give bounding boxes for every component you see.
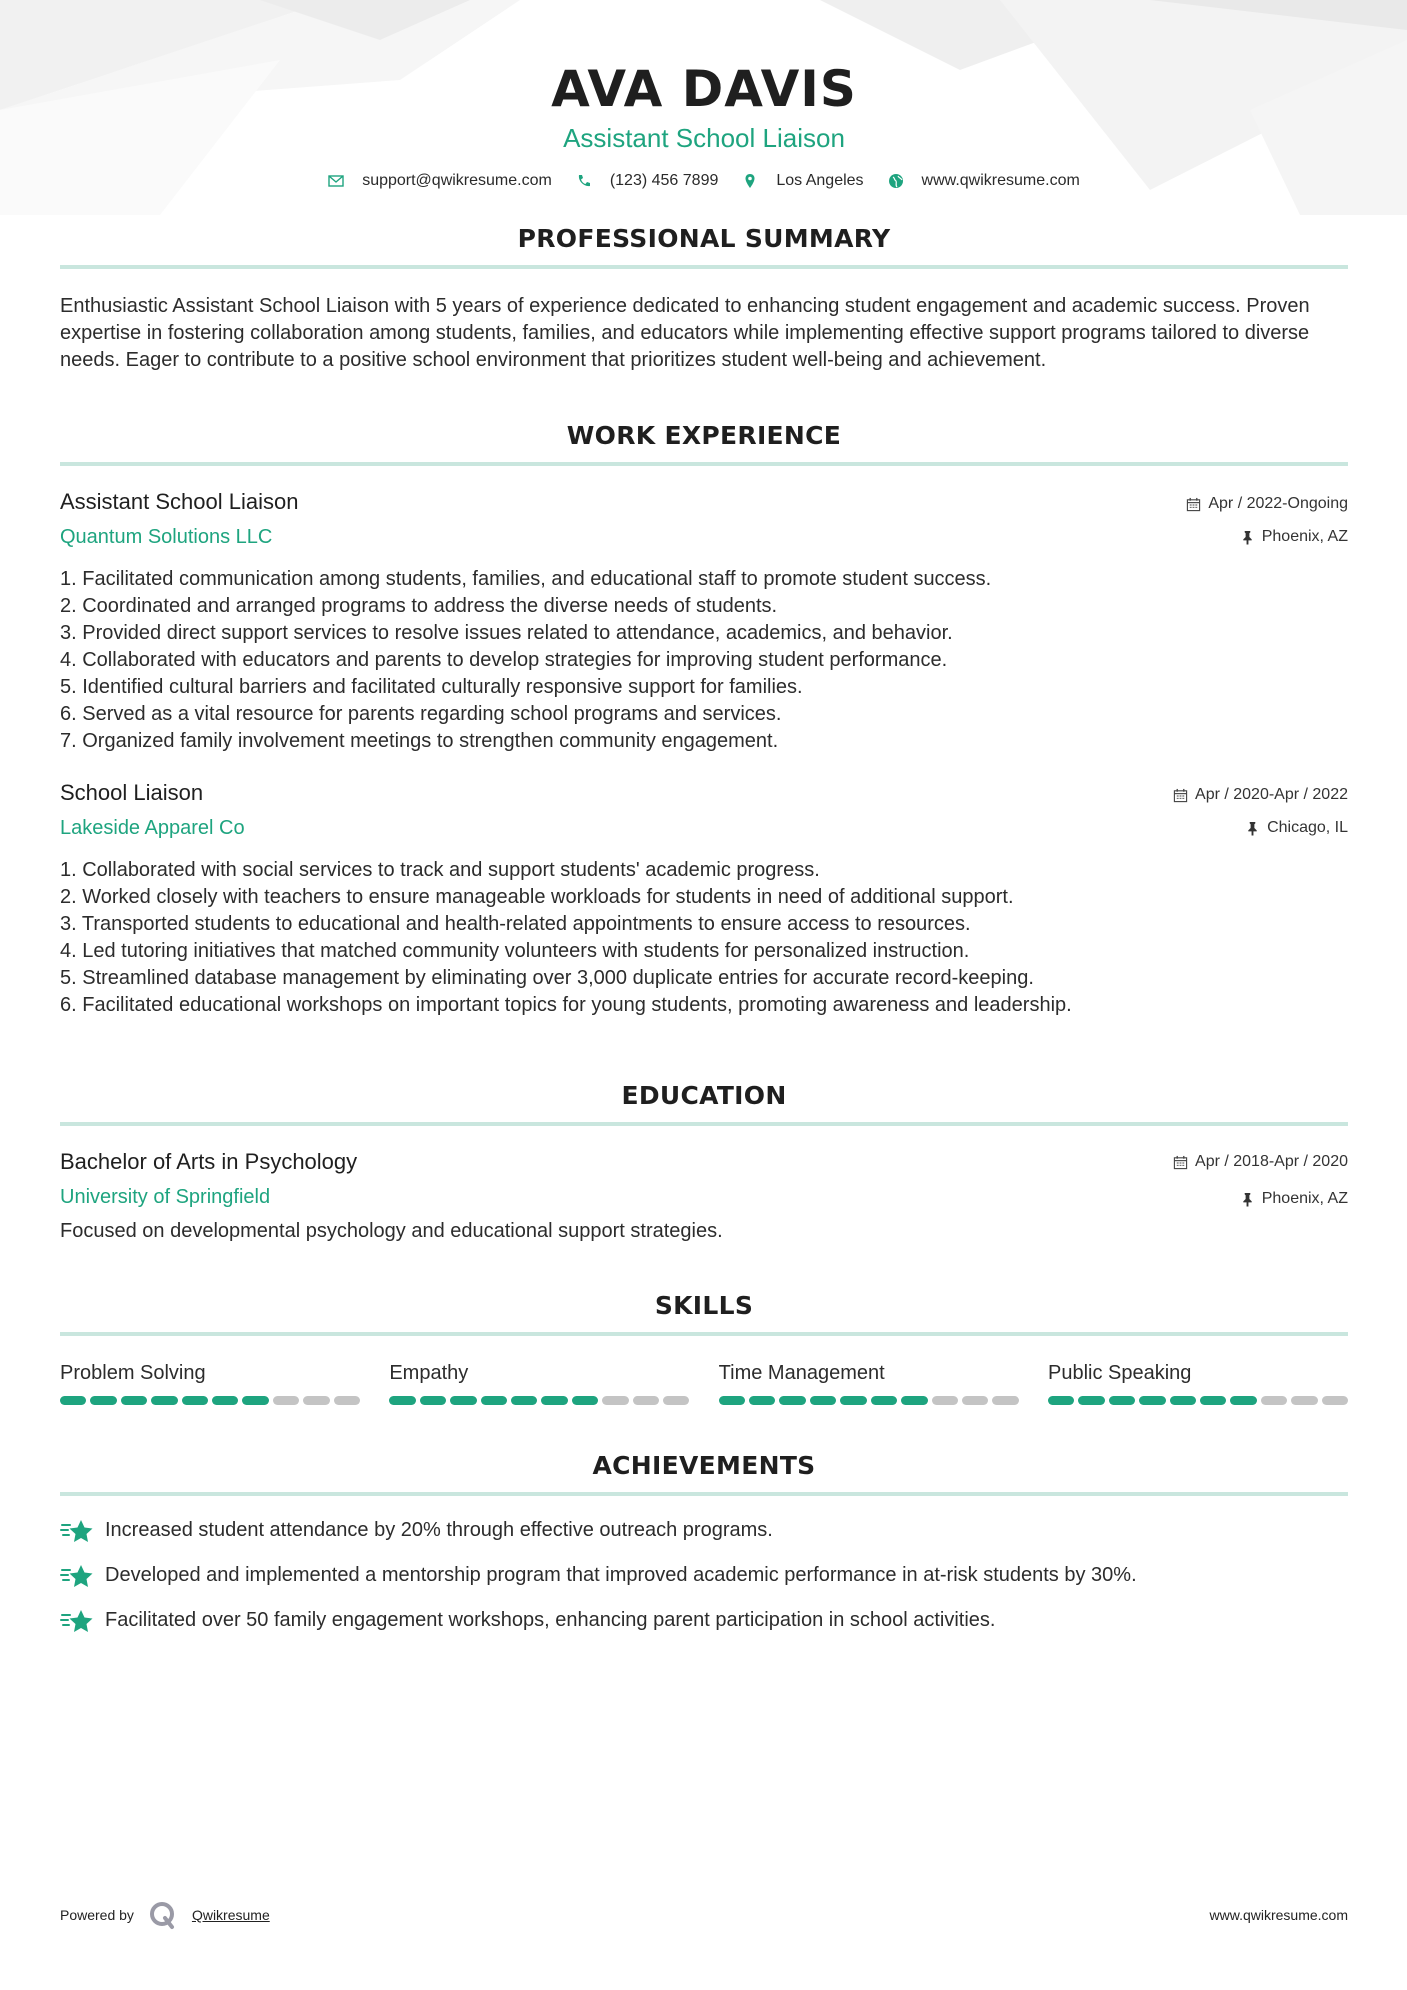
skill-segment-filled (1170, 1396, 1196, 1405)
job-entry (60, 488, 1348, 755)
skill-level-meter (719, 1396, 1019, 1405)
skill-segment-filled (1139, 1396, 1165, 1405)
skill-segment-empty (663, 1396, 689, 1405)
list-item: 1. Collaborated with social services to track and support students' academic progress. (60, 859, 820, 881)
skill-name: Problem Solving (60, 1362, 206, 1384)
contact-phone[interactable] (576, 172, 719, 190)
resume-page (60, 0, 1348, 1643)
qwikresume-link[interactable]: Qwikresume (191, 1907, 270, 1923)
skill-segment-empty (303, 1396, 329, 1405)
achievements-section (60, 1451, 1348, 1643)
calendar-icon (1173, 1155, 1188, 1170)
skill-level-meter (389, 1396, 689, 1405)
skill-segment-filled (450, 1396, 476, 1405)
achievement-text: Facilitated over 50 family engagement workshops, enhancing parent participation in school activities. (105, 1609, 996, 1631)
job-title: School Liaison (60, 780, 204, 805)
summary-text: Enthusiastic Assistant School Liaison with 5 years of experience dedicated to enhancing student engagement and academic success. Proven expertise in fostering collaboration among students, families, and educators while implementing effective support programs tailored to diverse needs. Eager to contribute to a positive school environment that prioritizes student well-being and achievement. (60, 295, 1310, 371)
skills-section (60, 1291, 1348, 1405)
skill-segment-filled (212, 1396, 238, 1405)
skill-item (1048, 1360, 1348, 1405)
resume-header (60, 0, 1348, 190)
contact-email-text: support@qwikresume.com (362, 172, 552, 189)
degree-title: Bachelor of Arts in Psychology (60, 1149, 358, 1174)
skill-item (60, 1360, 360, 1405)
star-icon (60, 1562, 94, 1590)
contact-phone-text: (123) 456 7899 (609, 172, 719, 189)
calendar-icon (1173, 788, 1188, 803)
education-location: Phoenix, AZ (1261, 1190, 1348, 1207)
summary-section (60, 224, 1348, 374)
skill-segment-empty (334, 1396, 360, 1405)
skill-segment-filled (779, 1396, 805, 1405)
skill-segment-filled (1200, 1396, 1226, 1405)
skill-segment-filled (1230, 1396, 1256, 1405)
achievement-item (60, 1508, 1348, 1553)
skill-segment-filled (840, 1396, 866, 1405)
list-item: 1. Facilitated communication among students, families, and educational staff to promote student success. (60, 568, 992, 590)
skill-segment-empty (962, 1396, 988, 1405)
skill-item (719, 1360, 1019, 1405)
contact-location (742, 172, 863, 190)
list-item: 3. Transported students to educational and health-related appointments to ensure access to resources. (60, 913, 971, 935)
list-item: 5. Identified cultural barriers and facilitated culturally responsive support for families. (60, 676, 803, 698)
achievement-text: Increased student attendance by 20% through effective outreach programs. (105, 1519, 773, 1541)
list-item: 3. Provided direct support services to resolve issues related to attendance, academics, and behavior. (60, 622, 953, 644)
job-meta (1186, 488, 1348, 547)
achievement-item (60, 1598, 1348, 1643)
section-divider (60, 265, 1348, 269)
list-item: 7. Organized family involvement meetings to strengthen community engagement. (60, 730, 779, 752)
skill-segment-empty (932, 1396, 958, 1405)
qwikresume-logo-icon (148, 1900, 178, 1930)
section-heading-education: EDUCATION (621, 1081, 787, 1110)
skill-segment-filled (810, 1396, 836, 1405)
education-meta (1173, 1148, 1348, 1209)
skill-segment-filled (60, 1396, 86, 1405)
list-item: 6. Facilitated educational workshops on important topics for young students, promoting awareness and leadership. (60, 994, 1072, 1016)
contact-location-text: Los Angeles (776, 172, 864, 189)
star-icon (60, 1607, 94, 1635)
section-heading-summary: PROFESSIONAL SUMMARY (517, 224, 891, 253)
skill-segment-empty (1291, 1396, 1317, 1405)
skill-segment-filled (420, 1396, 446, 1405)
skill-segment-filled (901, 1396, 927, 1405)
skill-segment-filled (541, 1396, 567, 1405)
skill-segment-filled (1109, 1396, 1135, 1405)
job-company: Lakeside Apparel Co (60, 817, 245, 839)
job-location: Chicago, IL (1267, 819, 1348, 836)
skill-segment-filled (1078, 1396, 1104, 1405)
skill-segment-empty (273, 1396, 299, 1405)
footer-website[interactable]: www.qwikresume.com (1209, 1907, 1348, 1923)
footer (60, 1900, 1348, 1930)
list-item: 4. Led tutoring initiatives that matched community volunteers with students for personalized instruction. (60, 940, 970, 962)
contact-website-text: www.qwikresume.com (921, 172, 1080, 189)
skill-segment-filled (511, 1396, 537, 1405)
skill-segment-filled (90, 1396, 116, 1405)
section-divider (60, 1122, 1348, 1126)
section-heading-experience: WORK EXPERIENCE (566, 421, 842, 450)
candidate-name: AVA DAVIS (551, 60, 857, 118)
skill-segment-empty (1261, 1396, 1287, 1405)
school-name: University of Springfield (60, 1186, 271, 1208)
calendar-icon (1186, 497, 1201, 512)
skill-segment-empty (602, 1396, 628, 1405)
skill-segment-filled (719, 1396, 745, 1405)
skill-segment-filled (481, 1396, 507, 1405)
job-title: Assistant School Liaison (60, 489, 299, 514)
job-responsibilities (60, 566, 1348, 755)
skill-segment-filled (151, 1396, 177, 1405)
powered-by-label: Powered by (60, 1907, 134, 1923)
contact-email[interactable] (328, 172, 552, 190)
education-dates: Apr / 2018-Apr / 2020 (1195, 1153, 1348, 1170)
education-description: Focused on developmental psychology and educational support strategies. (60, 1220, 723, 1242)
star-icon (60, 1517, 94, 1545)
skill-segment-filled (572, 1396, 598, 1405)
powered-by (60, 1900, 270, 1930)
map-pin-icon (742, 173, 758, 189)
pushpin-icon (1245, 821, 1260, 836)
list-item: 5. Streamlined database management by eliminating over 3,000 duplicate entries for accurate record-keeping. (60, 967, 1034, 989)
skill-name: Public Speaking (1047, 1362, 1192, 1384)
contact-website[interactable] (888, 172, 1080, 190)
skill-segment-empty (633, 1396, 659, 1405)
list-item: 2. Coordinated and arranged programs to address the diverse needs of students. (60, 595, 778, 617)
section-divider (60, 462, 1348, 466)
skill-item (389, 1360, 689, 1405)
list-item: 4. Collaborated with educators and parents to develop strategies for improving student performance. (60, 649, 948, 671)
list-item: 6. Served as a vital resource for parents regarding school programs and services. (60, 703, 782, 725)
job-dates: Apr / 2022-Ongoing (1208, 495, 1348, 512)
skill-name: Time Management (718, 1362, 885, 1384)
pushpin-icon (1240, 1192, 1255, 1207)
job-location: Phoenix, AZ (1261, 528, 1348, 545)
globe-icon (888, 173, 904, 189)
job-meta (1173, 779, 1348, 838)
skill-name: Empathy (389, 1362, 469, 1384)
job-company: Quantum Solutions LLC (60, 526, 273, 548)
skill-segment-filled (749, 1396, 775, 1405)
education-section (60, 1081, 1348, 1245)
skill-level-meter (60, 1396, 360, 1405)
section-heading-achievements: ACHIEVEMENTS (592, 1451, 816, 1480)
job-responsibilities (60, 857, 1348, 1019)
list-item: 2. Worked closely with teachers to ensure manageable workloads for students in need of additional support. (60, 886, 1014, 908)
achievement-item (60, 1553, 1348, 1598)
contact-bar (60, 172, 1348, 190)
achievement-text: Developed and implemented a mentorship program that improved academic performance in at-risk students by 30%. (105, 1564, 1137, 1586)
skill-segment-filled (121, 1396, 147, 1405)
skill-segment-empty (992, 1396, 1018, 1405)
skill-segment-filled (1048, 1396, 1074, 1405)
skills-grid (60, 1360, 1348, 1405)
skill-level-meter (1048, 1396, 1348, 1405)
skill-segment-filled (182, 1396, 208, 1405)
envelope-icon (328, 173, 344, 189)
section-heading-skills: SKILLS (654, 1291, 754, 1320)
section-divider (60, 1332, 1348, 1336)
phone-icon (576, 173, 592, 189)
pushpin-icon (1240, 530, 1255, 545)
section-divider (60, 1492, 1348, 1496)
job-dates: Apr / 2020-Apr / 2022 (1195, 786, 1348, 803)
experience-section (60, 421, 1348, 1019)
skill-segment-filled (871, 1396, 897, 1405)
job-entry (60, 779, 1348, 1019)
skill-segment-empty (1322, 1396, 1348, 1405)
skill-segment-filled (242, 1396, 268, 1405)
education-entry (60, 1148, 1348, 1245)
achievements-list (60, 1508, 1348, 1643)
skill-segment-filled (389, 1396, 415, 1405)
candidate-title: Assistant School Liaison (563, 123, 845, 153)
